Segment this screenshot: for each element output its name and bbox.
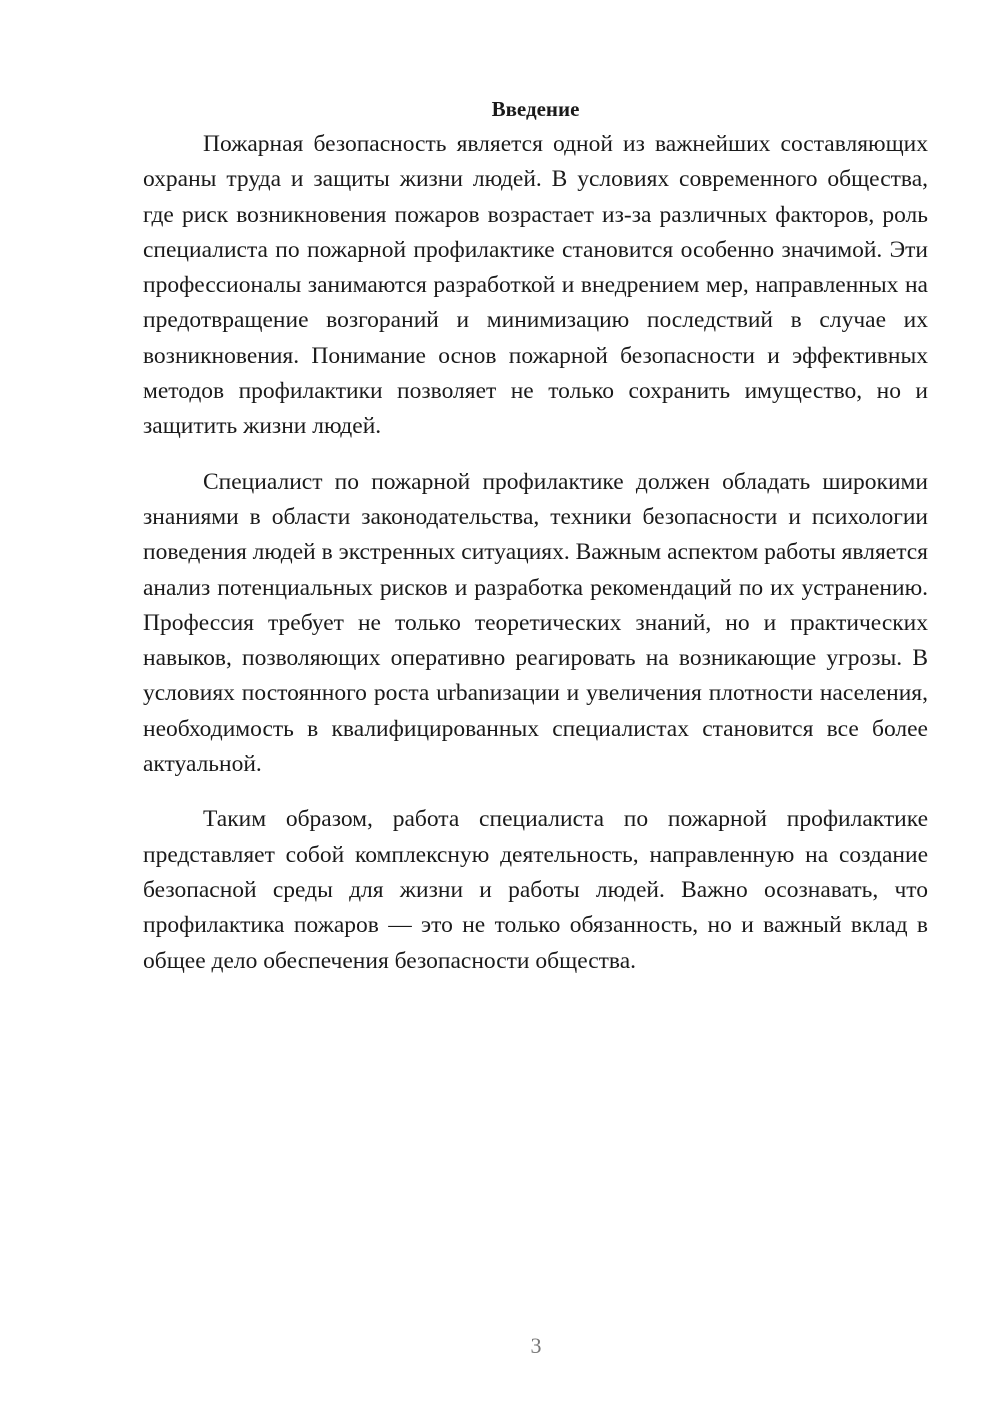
paragraph-2: Специалист по пожарной профилактике должен обладать широкими знаниями в области законодательства, техники безопасности и психологии поведения людей в экстренных ситуациях. Важным аспектом работы является анализ потенциальных рисков и разработка рекомендаций по их устранению. Профессия требует не только теоретических знаний, но и практических навыков, позволяющих оперативно реагировать на возникающие угрозы. В условиях постоянного роста urbanизации и увеличения плотности населения, необходимость в квалифицированных специалистах становится все более актуальной. bbox=[143, 468, 928, 778]
paragraph-3: Таким образом, работа специалиста по пожарной профилактике представляет собой комплексную деятельность, направленную на создание безопасной среды для жизни и работы людей. Важно осознавать, что профилактика пожаров — это не только обязанность, но и важный вклад в общее дело обеспечения безопасности общества. bbox=[143, 806, 928, 974]
paragraph-1: Пожарная безопасность является одной из важнейших составляющих охраны труда и защиты жизни людей. В условиях современного общества, где риск возникновения пожаров возрастает из-за различных факторов, роль специалиста по пожарной профилактике становится особенно значимой. Эти профессионалы занимаются разработкой и внедрением мер, направленных на предотвращение возгораний и минимизацию последствий в случае их возникновения. Понимание основ пожарной безопасности и эффективных методов профилактики позволяет не только сохранить имущество, но и защитить жизни людей. bbox=[143, 131, 928, 440]
page-content bbox=[143, 92, 928, 979]
section-title: Введение bbox=[491, 97, 580, 121]
page-number: 3 bbox=[530, 1333, 542, 1358]
